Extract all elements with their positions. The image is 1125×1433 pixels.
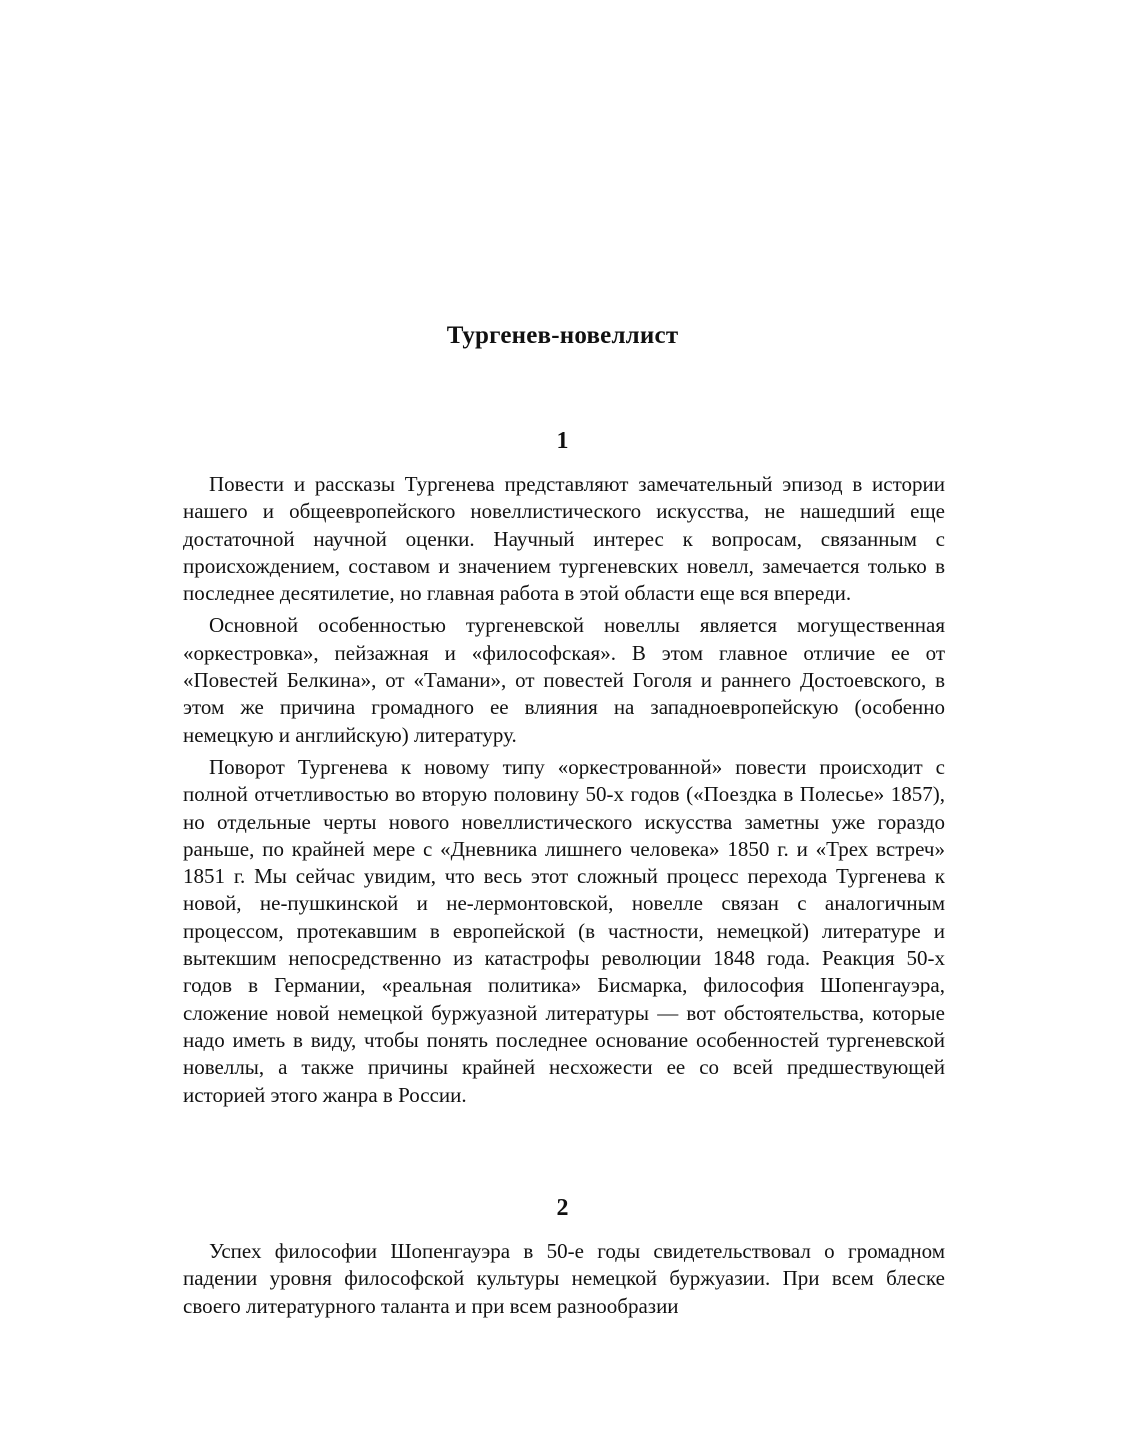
section-2-number: 2 bbox=[556, 1195, 569, 1221]
section-2-paragraph-1: Успех философии Шопенгауэра в 50-е годы свидетельствовал о громадном падении уровня философской культуры немецкой буржуазии. При всем блеске своего литературного таланта и при всем разнообразии bbox=[183, 1239, 945, 1318]
section-1-body bbox=[183, 471, 945, 1114]
page-title: Тургенев-новеллист bbox=[446, 322, 679, 349]
section-1-paragraph-2: Основной особенностью тургеневской новеллы является могущественная «оркестровка», пейзажная и «философская». В этом главное отличие ее от «Повестей Белкина», от «Тамани», от повестей Гоголя и раннего Достоевского, в этом же причина громадного ее влияния на западноевропейскую (особенно немецкую и английскую) литературу. bbox=[183, 613, 945, 747]
section-1-number: 1 bbox=[556, 428, 569, 454]
section-2-body bbox=[183, 1238, 945, 1325]
section-1-paragraph-3: Поворот Тургенева к новому типу «оркестрованной» повести происходит с полной отчетливостью во вторую половину 50-х годов («Поездка в Полесье» 1857), но отдельные черты нового новеллистического искусства заметны уже гораздо раньше, по крайней мере с «Дневника лишнего человека» 1850 г. и «Трех встреч» 1851 г. Мы сейчас увидим, что весь этот сложный процесс перехода Тургенева к новой, не-пушкинской и не-лермонтовской, новелле связан с аналогичным процессом, протекавшим в европейской (в частности, немецкой) литературе и вытекшим непосредственно из катастрофы революции 1848 года. Реакция 50-х годов в Германии, «реальная политика» Бисмарка, философия Шопенгауэра, сложение новой немецкой буржуазной литературы — вот обстоятельства, которые надо иметь в виду, чтобы понять последнее основание особенностей тургеневской новеллы, а также причины крайней несхожести ее со всей предшествующей историей этого жанра в России. bbox=[183, 754, 945, 1107]
section-1-paragraph-1: Повести и рассказы Тургенева представляют замечательный эпизод в истории нашего и общеевропейского новеллистического искусства, не нашедший еще достаточной научной оценки. Научный интерес к вопросам, связанным с происхождением, составом и значением тургеневских новелл, замечается только в последнее десятилетие, но главная работа в этой области еще вся впереди. bbox=[183, 472, 945, 606]
